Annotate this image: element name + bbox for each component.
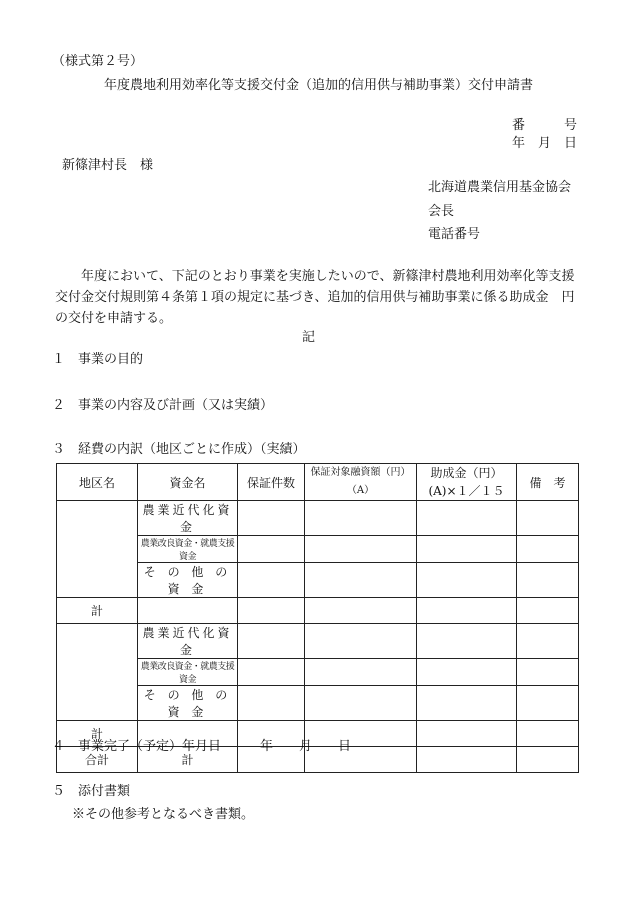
district-cell — [57, 624, 138, 721]
applicant-phone: 電話番号 — [428, 227, 481, 242]
table-cell — [417, 501, 517, 536]
table-cell — [517, 686, 579, 721]
section-3-expenses: ３ 経費の内訳（地区ごとに作成）（実績） — [52, 442, 306, 457]
header-subsidy-line2: (A)×１／１５ — [428, 484, 505, 498]
table-cell — [417, 563, 517, 598]
table-cell — [305, 624, 417, 659]
header-loan-amount-line2: （A） — [346, 485, 375, 496]
section-2-content: ２ 事業の内容及び計画（又は実績） — [52, 398, 274, 413]
subtotal-label: 計 — [57, 598, 138, 624]
table-cell — [305, 686, 417, 721]
total-label: 合計 — [57, 747, 138, 773]
table-cell — [305, 501, 417, 536]
table-header-row — [57, 464, 579, 501]
table-cell — [417, 659, 517, 686]
district-cell — [57, 501, 138, 598]
section-1-purpose: １ 事業の目的 — [52, 352, 144, 367]
applicant-organization: 北海道農業信用基金協会 — [428, 180, 572, 195]
table-cell — [305, 536, 417, 563]
document-date-label: 年 月 日 — [512, 136, 578, 151]
header-subsidy — [417, 464, 517, 501]
table-cell — [417, 721, 517, 747]
header-guarantee-count: 保証件数 — [238, 464, 305, 501]
table-cell — [517, 721, 579, 747]
fund-name-cell: そ の 他 の 資 金 — [138, 686, 238, 721]
table-row-subtotal — [57, 598, 579, 624]
table-cell — [238, 563, 305, 598]
table-cell — [238, 659, 305, 686]
table-cell — [517, 598, 579, 624]
table-row — [57, 501, 579, 536]
fund-name-cell: そ の 他 の 資 金 — [138, 563, 238, 598]
attachments-note: ※その他参考となるべき書類。 — [72, 807, 255, 822]
header-loan-amount-line1: 保証対象融資額（円） — [310, 467, 411, 478]
table-cell — [238, 686, 305, 721]
total-fund-label: 計 — [138, 747, 238, 773]
table-cell — [238, 598, 305, 624]
subtotal-label: 計 — [57, 721, 138, 747]
table-cell — [517, 536, 579, 563]
ki-heading: 記 — [302, 330, 316, 345]
table-cell — [238, 624, 305, 659]
fund-name-cell: 農業改良資金・就農支援資金 — [138, 659, 238, 686]
header-loan-amount — [305, 464, 417, 501]
table-cell — [517, 747, 579, 773]
fund-name-cell: 農業改良資金・就農支援資金 — [138, 536, 238, 563]
table-cell — [517, 501, 579, 536]
document-title: 年度農地利用効率化等支援交付金（追加的信用供与補助事業）交付申請書 — [104, 78, 534, 93]
table-cell — [417, 624, 517, 659]
table-cell — [305, 563, 417, 598]
table-cell — [517, 659, 579, 686]
table-cell — [517, 563, 579, 598]
table-cell — [305, 598, 417, 624]
header-district: 地区名 — [57, 464, 138, 501]
table-cell — [238, 501, 305, 536]
header-fund-name: 資金名 — [138, 464, 238, 501]
section-4-completion-date: ４ 事業完了（予定）年月日 年 月 日 — [52, 739, 352, 754]
table-cell — [417, 536, 517, 563]
form-number: （様式第２号） — [52, 54, 144, 69]
fund-name-cell: 農業近代化資金 — [138, 624, 238, 659]
table-cell — [238, 536, 305, 563]
section-5-attachments: ５ 添付書類 — [52, 784, 131, 799]
document-number-label: 番 号 — [512, 118, 578, 133]
header-remarks: 備 考 — [517, 464, 579, 501]
table-cell — [417, 598, 517, 624]
fund-name-cell: 農業近代化資金 — [138, 501, 238, 536]
table-cell — [417, 686, 517, 721]
application-body-text: 年度において、下記のとおり事業を実施したいので、新篠津村農地利用効率化等支援交付金交付規則第４条第１項の規定に基づき、追加的信用供与補助事業に係る助成金 円の交付を申請する。 — [55, 269, 575, 326]
expense-table — [56, 463, 579, 773]
header-subsidy-line1: 助成金（円） — [430, 466, 503, 480]
applicant-title: 会長 — [428, 204, 455, 219]
table-cell — [417, 747, 517, 773]
table-cell — [517, 624, 579, 659]
addressee: 新篠津村長 様 — [62, 158, 154, 173]
table-row — [57, 624, 579, 659]
table-cell — [138, 598, 238, 624]
table-cell — [305, 659, 417, 686]
